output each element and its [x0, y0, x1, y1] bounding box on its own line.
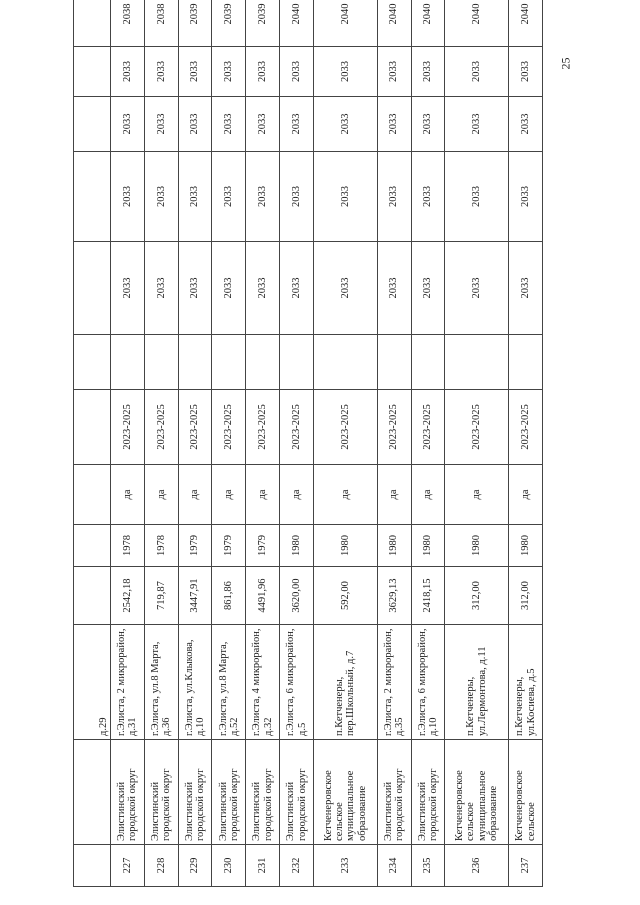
- cell-empty: [280, 335, 314, 390]
- cell-municipality: Элистинский городской округ: [411, 740, 445, 845]
- table-cell: [74, 465, 111, 525]
- cell-y1: 2033: [144, 242, 178, 335]
- cell-period: 2023-2025: [509, 390, 543, 465]
- cell-y4: 2033: [246, 47, 280, 97]
- cell-y1: 2033: [411, 242, 445, 335]
- cell-num: 231: [246, 845, 280, 887]
- cell-num: 229: [178, 845, 212, 887]
- cell-flag: да: [377, 465, 411, 525]
- cell-area: 3620,00: [280, 567, 314, 625]
- table-row: [246, 0, 280, 887]
- cell-period: 2023-2025: [144, 390, 178, 465]
- cell-y2: 2033: [445, 152, 509, 242]
- cell-y4: 2033: [377, 47, 411, 97]
- cell-y4: 2033: [509, 47, 543, 97]
- cell-flag: да: [313, 465, 377, 525]
- cell-address: п.Кетченеры, ул.Косиева, д.5: [509, 625, 543, 740]
- cell-address: п.Кетченеры, пер.Школьный, д.7: [313, 625, 377, 740]
- cell-y3: 2033: [509, 97, 543, 152]
- cell-area: 2542,18: [111, 567, 145, 625]
- cell-y2: 2033: [111, 152, 145, 242]
- cell-num: 236: [445, 845, 509, 887]
- cell-address: г.Элиста, 6 микрорайон, д.5: [280, 625, 314, 740]
- cell-municipality: Элистинский городской округ: [377, 740, 411, 845]
- cell-num: 233: [313, 845, 377, 887]
- cell-period: 2023-2025: [111, 390, 145, 465]
- cell-y4: 2033: [178, 47, 212, 97]
- table-cell: [74, 0, 111, 47]
- cell-address: г.Элиста, ул.8 Марта, д.36: [144, 625, 178, 740]
- cell-year: 1980: [411, 525, 445, 567]
- cell-area: 2418,15: [411, 567, 445, 625]
- cell-y1: 2033: [280, 242, 314, 335]
- cell-period: 2023-2025: [280, 390, 314, 465]
- cell-flag: да: [509, 465, 543, 525]
- cell-num: 232: [280, 845, 314, 887]
- cell-y2: 2033: [246, 152, 280, 242]
- cell-y1: 2033: [111, 242, 145, 335]
- cell-y1: 2033: [246, 242, 280, 335]
- cell-empty: [178, 335, 212, 390]
- cell-flag: да: [144, 465, 178, 525]
- cell-y4: 2033: [445, 47, 509, 97]
- cell-y4: 2033: [280, 47, 314, 97]
- cell-address: г.Элиста, 6 микрорайон, д.10: [411, 625, 445, 740]
- cell-y4: 2033: [212, 47, 246, 97]
- cell-year: 1978: [111, 525, 145, 567]
- cell-y5: 2040: [377, 0, 411, 47]
- cell-y2: 2033: [144, 152, 178, 242]
- cell-flag: да: [445, 465, 509, 525]
- table-row: [509, 0, 543, 887]
- cell-year: 1980: [445, 525, 509, 567]
- cell-area: 312,00: [509, 567, 543, 625]
- cell-area: 719,87: [144, 567, 178, 625]
- cell-y1: 2033: [178, 242, 212, 335]
- cell-period: 2023-2025: [411, 390, 445, 465]
- table-row: [411, 0, 445, 887]
- cell-y3: 2033: [212, 97, 246, 152]
- cell-y4: 2033: [313, 47, 377, 97]
- page-number: 25: [558, 57, 573, 70]
- cell-y5: 2038: [144, 0, 178, 47]
- cell-period: 2023-2025: [246, 390, 280, 465]
- cell-empty: [377, 335, 411, 390]
- cell-period: 2023-2025: [313, 390, 377, 465]
- cell-period: 2023-2025: [377, 390, 411, 465]
- cell-municipality: Кетченеровское сельское: [509, 740, 543, 845]
- table-cell: [74, 152, 111, 242]
- cell-y2: 2033: [411, 152, 445, 242]
- cell-empty: [111, 335, 145, 390]
- rotated-table-container: [73, 3, 543, 887]
- cell-y3: 2033: [411, 97, 445, 152]
- cell-y3: 2033: [111, 97, 145, 152]
- table-cell: [74, 525, 111, 567]
- table-cell: [74, 390, 111, 465]
- cell-y5: 2039: [212, 0, 246, 47]
- cell-period: 2023-2025: [178, 390, 212, 465]
- cell-municipality: Кетченеровское сельское муниципальное образование: [313, 740, 377, 845]
- cell-y5: 2039: [178, 0, 212, 47]
- cell-num: 234: [377, 845, 411, 887]
- cell-y4: 2033: [411, 47, 445, 97]
- table-row: [313, 0, 377, 887]
- cell-y1: 2033: [313, 242, 377, 335]
- table-cell: [74, 97, 111, 152]
- cell-y4: 2033: [144, 47, 178, 97]
- table-cell: [74, 740, 111, 845]
- cell-y1: 2033: [377, 242, 411, 335]
- cell-empty: [246, 335, 280, 390]
- cell-y1: 2033: [509, 242, 543, 335]
- cell-flag: да: [111, 465, 145, 525]
- cell-area: 312,00: [445, 567, 509, 625]
- cell-empty: [411, 335, 445, 390]
- table-cell: [74, 567, 111, 625]
- cell-flag: да: [178, 465, 212, 525]
- table-body: [74, 0, 543, 887]
- cell-area: 861,86: [212, 567, 246, 625]
- cell-municipality: Элистинский городской округ: [144, 740, 178, 845]
- cell-num: 230: [212, 845, 246, 887]
- cell-year: 1979: [246, 525, 280, 567]
- cell-y3: 2033: [280, 97, 314, 152]
- cell-year: 1978: [144, 525, 178, 567]
- cell-address: г.Элиста, 2 микрорайон, д.35: [377, 625, 411, 740]
- cell-y5: 2040: [313, 0, 377, 47]
- cell-y4: 2033: [111, 47, 145, 97]
- cell-y2: 2033: [313, 152, 377, 242]
- cell-flag: да: [246, 465, 280, 525]
- cell-period: 2023-2025: [212, 390, 246, 465]
- table-row: [111, 0, 145, 887]
- cell-y3: 2033: [246, 97, 280, 152]
- cell-y2: 2033: [377, 152, 411, 242]
- table-row: [212, 0, 246, 887]
- cell-y5: 2040: [411, 0, 445, 47]
- cell-year: 1980: [377, 525, 411, 567]
- cell-empty: [212, 335, 246, 390]
- cell-flag: да: [280, 465, 314, 525]
- table-cell: [74, 47, 111, 97]
- cell-y3: 2033: [144, 97, 178, 152]
- cell-address: п.Кетченеры, ул.Лермонтова, д.11: [445, 625, 509, 740]
- table-row: [445, 0, 509, 887]
- address-fragment: д.29: [74, 625, 111, 740]
- cell-y2: 2033: [178, 152, 212, 242]
- cell-y3: 2033: [313, 97, 377, 152]
- cell-empty: [144, 335, 178, 390]
- cell-period: 2023-2025: [445, 390, 509, 465]
- cell-y2: 2033: [280, 152, 314, 242]
- cell-municipality: Элистинский городской округ: [246, 740, 280, 845]
- cell-y5: 2039: [246, 0, 280, 47]
- cell-y1: 2033: [445, 242, 509, 335]
- cell-year: 1980: [509, 525, 543, 567]
- cell-num: 235: [411, 845, 445, 887]
- table-row: [377, 0, 411, 887]
- cell-empty: [445, 335, 509, 390]
- table-cell: [74, 845, 111, 887]
- cell-area: 3447,91: [178, 567, 212, 625]
- table-cell: [74, 242, 111, 335]
- cell-y3: 2033: [178, 97, 212, 152]
- table-cell: [74, 335, 111, 390]
- cell-y3: 2033: [377, 97, 411, 152]
- cell-year: 1979: [212, 525, 246, 567]
- cell-y1: 2033: [212, 242, 246, 335]
- cell-empty: [509, 335, 543, 390]
- cell-year: 1980: [313, 525, 377, 567]
- cell-flag: да: [212, 465, 246, 525]
- cell-address: г.Элиста, ул.Клыкова, д.10: [178, 625, 212, 740]
- cell-y2: 2033: [212, 152, 246, 242]
- cell-empty: [313, 335, 377, 390]
- cell-area: 3629,13: [377, 567, 411, 625]
- cell-num: 228: [144, 845, 178, 887]
- cell-y3: 2033: [445, 97, 509, 152]
- cell-address: г.Элиста, 2 микрорайон, д.31: [111, 625, 145, 740]
- cell-y5: 2038: [111, 0, 145, 47]
- cell-municipality: Элистинский городской округ: [280, 740, 314, 845]
- cell-municipality: Элистинский городской округ: [111, 740, 145, 845]
- table-row: [144, 0, 178, 887]
- cell-address: г.Элиста, ул.8 Марта, д.52: [212, 625, 246, 740]
- cell-municipality: Элистинский городской округ: [178, 740, 212, 845]
- cell-y2: 2033: [509, 152, 543, 242]
- cell-year: 1980: [280, 525, 314, 567]
- cell-num: 237: [509, 845, 543, 887]
- cell-y5: 2040: [280, 0, 314, 47]
- housing-register-table: [73, 0, 543, 887]
- table-row: [178, 0, 212, 887]
- cell-address: г.Элиста, 4 микрорайон, д.32: [246, 625, 280, 740]
- cell-municipality: Кетченеровское сельское муниципальное образование: [445, 740, 509, 845]
- cell-year: 1979: [178, 525, 212, 567]
- cell-flag: да: [411, 465, 445, 525]
- cell-y5: 2040: [509, 0, 543, 47]
- cell-y5: 2040: [445, 0, 509, 47]
- cell-area: 592,00: [313, 567, 377, 625]
- table-row: [280, 0, 314, 887]
- table-row-fragment: [74, 0, 111, 887]
- cell-area: 4491,96: [246, 567, 280, 625]
- cell-num: 227: [111, 845, 145, 887]
- cell-municipality: Элистинский городской округ: [212, 740, 246, 845]
